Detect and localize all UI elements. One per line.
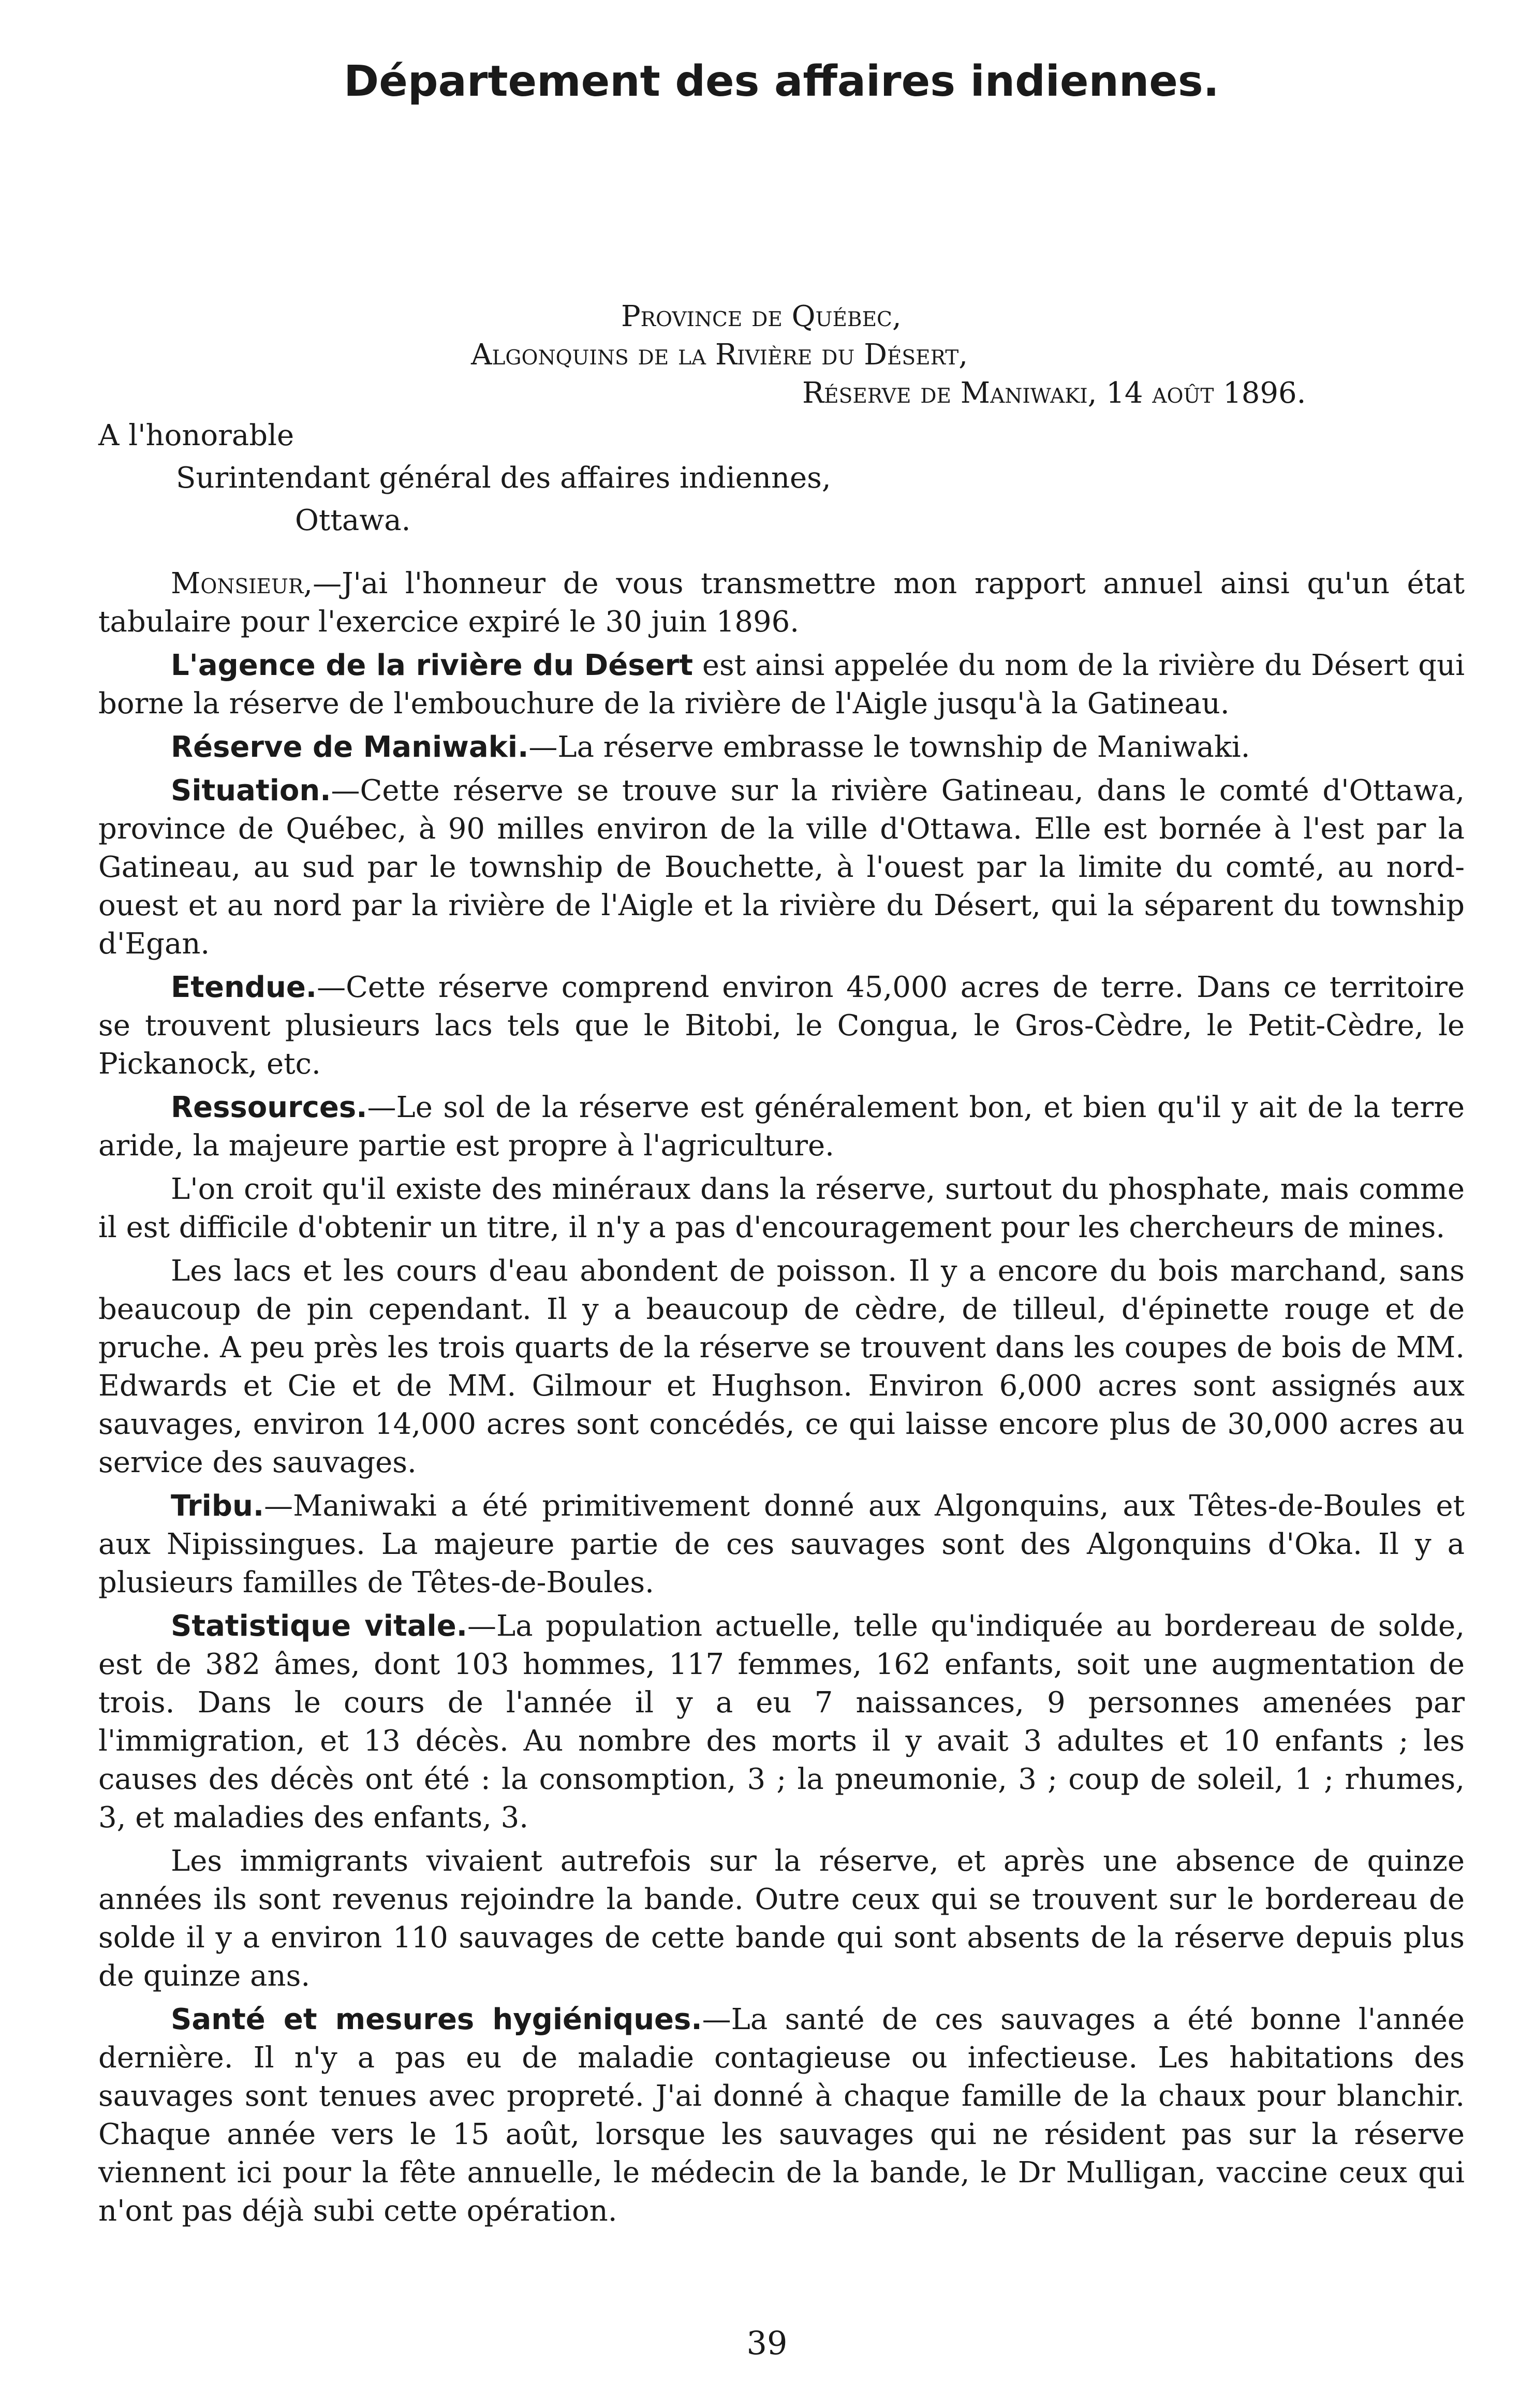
paragraph-lead: Ressources. (171, 1091, 367, 1124)
paragraph-text: J'ai l'honneur de vous transmettre mon rapport annuel ainsi qu'un état tabulaire pour l'exercice expiré le 30 juin 1896. (98, 567, 1465, 639)
page-number: 39 (746, 2324, 788, 2362)
paragraph-text: —Maniwaki a été primitivement donné aux Algonquins, aux Têtes-de-Boules et aux Nipissingues. La majeure partie de ces sauvages sont des Algonquins d'Oka. Il y a plusieurs familles de Têtes-de-Boules. (98, 1489, 1465, 1599)
paragraph-lead: L'agence de la rivière du Désert (171, 649, 693, 682)
report-body (98, 565, 1465, 2230)
paragraph-text: —Le sol de la réserve est généralement bon, et bien qu'il y ait de la terre aride, la majeure partie est propre à l'agriculture. (98, 1091, 1465, 1163)
paragraph-statistique (98, 1607, 1465, 1837)
paragraph-text: —Cette réserve se trouve sur la rivière Gatineau, dans le comté d'Ottawa, province de Québec, à 90 milles environ de la ville d'Ottawa. Elle est bornée à l'est par la Gatineau, au sud par le township de Bouchette, à l'ouest par la limite du comté, au nord-ouest et au nord par la rivière de l'Aigle et la rivière du Désert, qui la séparent du township d'Egan. (98, 774, 1465, 961)
paragraph-text: —Cette réserve comprend environ 45,000 acres de terre. Dans ce territoire se trouvent plusieurs lacs tels que le Bitobi, le Congua, le Gros-Cèdre, le Petit-Cèdre, le Pickanock, etc. (98, 971, 1465, 1081)
paragraph-lead: Santé et mesures hygiéniques. (171, 2003, 702, 2036)
location-line-province: Province de Québec, (621, 300, 902, 333)
paragraph-etendue (98, 968, 1465, 1083)
paragraph-mineraux (98, 1170, 1465, 1247)
document-page (98, 57, 1465, 2236)
address-line-city: Ottawa. (295, 504, 411, 537)
page-header: Département des affaires indiennes. (344, 57, 1219, 106)
paragraph-lead: Statistique vitale. (171, 1609, 468, 1643)
address-line-title: Surintendant général des affaires indiennes, (176, 461, 831, 495)
paragraph-sante (98, 2001, 1465, 2230)
paragraph-text: est ainsi appelée du nom de la rivière du Désert qui borne la réserve de l'embouchure de la rivière de l'Aigle jusqu'à la Gatineau. (98, 649, 1465, 721)
paragraph-lacs (98, 1252, 1465, 1482)
paragraph-immigrants (98, 1842, 1465, 1995)
paragraph-text: —La population actuelle, telle qu'indiquée au bordereau de solde, est de 382 âmes, dont 103 hommes, 117 femmes, 162 enfants, soit une augmentation de trois. Dans le cours de l'année il y a eu 7 naissances, 9 personnes amenées par l'immigration, et 13 décès. Au nombre des morts il y avait 3 adultes et 10 enfants ; les causes des décès ont été : la consomption, 3 ; la pneumonie, 3 ; coup de soleil, 1 ; rhumes, 3, et maladies des enfants, 3. (98, 1609, 1465, 1834)
paragraph-situation (98, 772, 1465, 963)
paragraph-reserve (98, 728, 1465, 767)
paragraph-agency (98, 647, 1465, 723)
address-line-honorable: A l'honorable (98, 419, 294, 452)
paragraph-text: Les lacs et les cours d'eau abondent de poisson. Il y a encore du bois marchand, sans beaucoup de pin cependant. Il y a beaucoup de cèdre, de tilleul, d'épinette rouge et de pruche. A peu près les trois quarts de la réserve se trouvent dans les coupes de bois de MM. Edwards et Cie et de MM. Gilmour et Hughson. Environ 6,000 acres sont assignés aux sauvages, environ 14,000 acres sont concédés, ce qui laisse encore plus de 30,000 acres au service des sauvages. (98, 1254, 1465, 1479)
paragraph-text: L'on croit qu'il existe des minéraux dans la réserve, surtout du phosphate, mais comme il est difficile d'obtenir un titre, il n'y a pas d'encouragement pour les chercheurs de mines. (98, 1172, 1465, 1244)
paragraph-text: —La santé de ces sauvages a été bonne l'année dernière. Il n'y a pas eu de maladie contagieuse ou infectieuse. Les habitations des sauvages sont tenues avec propreté. J'ai donné à chaque famille de la chaux pour blanchir. Chaque année vers le 15 août, lorsque les sauvages qui ne résident pas sur la réserve viennent ici pour la fête annuelle, le médecin de la bande, le Dr Mulligan, vaccine ceux qui n'ont pas déjà subi cette opération. (98, 2003, 1465, 2228)
paragraph-lead: Etendue. (171, 971, 317, 1004)
paragraph-ressources (98, 1089, 1465, 1165)
paragraph-lead: Situation. (171, 774, 331, 807)
paragraph-salutation (98, 565, 1465, 641)
paragraph-lead: Monsieur,— (171, 567, 342, 600)
paragraph-lead: Tribu. (171, 1489, 264, 1523)
paragraph-tribu (98, 1487, 1465, 1602)
location-line-tribe: Algonquins de la Rivière du Désert, (471, 338, 968, 372)
paragraph-text: Les immigrants vivaient autrefois sur la réserve, et après une absence de quinze années ils sont revenus rejoindre la bande. Outre ceux qui se trouvent sur le bordereau de solde il y a environ 110 sauvages de cette bande qui sont absents de la réserve depuis plus de quinze ans. (98, 1844, 1465, 1993)
paragraph-lead: Réserve de Maniwaki. (171, 730, 529, 764)
location-line-reserve-date: Réserve de Maniwaki, 14 août 1896. (802, 376, 1306, 410)
paragraph-text: —La réserve embrasse le township de Maniwaki. (528, 730, 1250, 764)
